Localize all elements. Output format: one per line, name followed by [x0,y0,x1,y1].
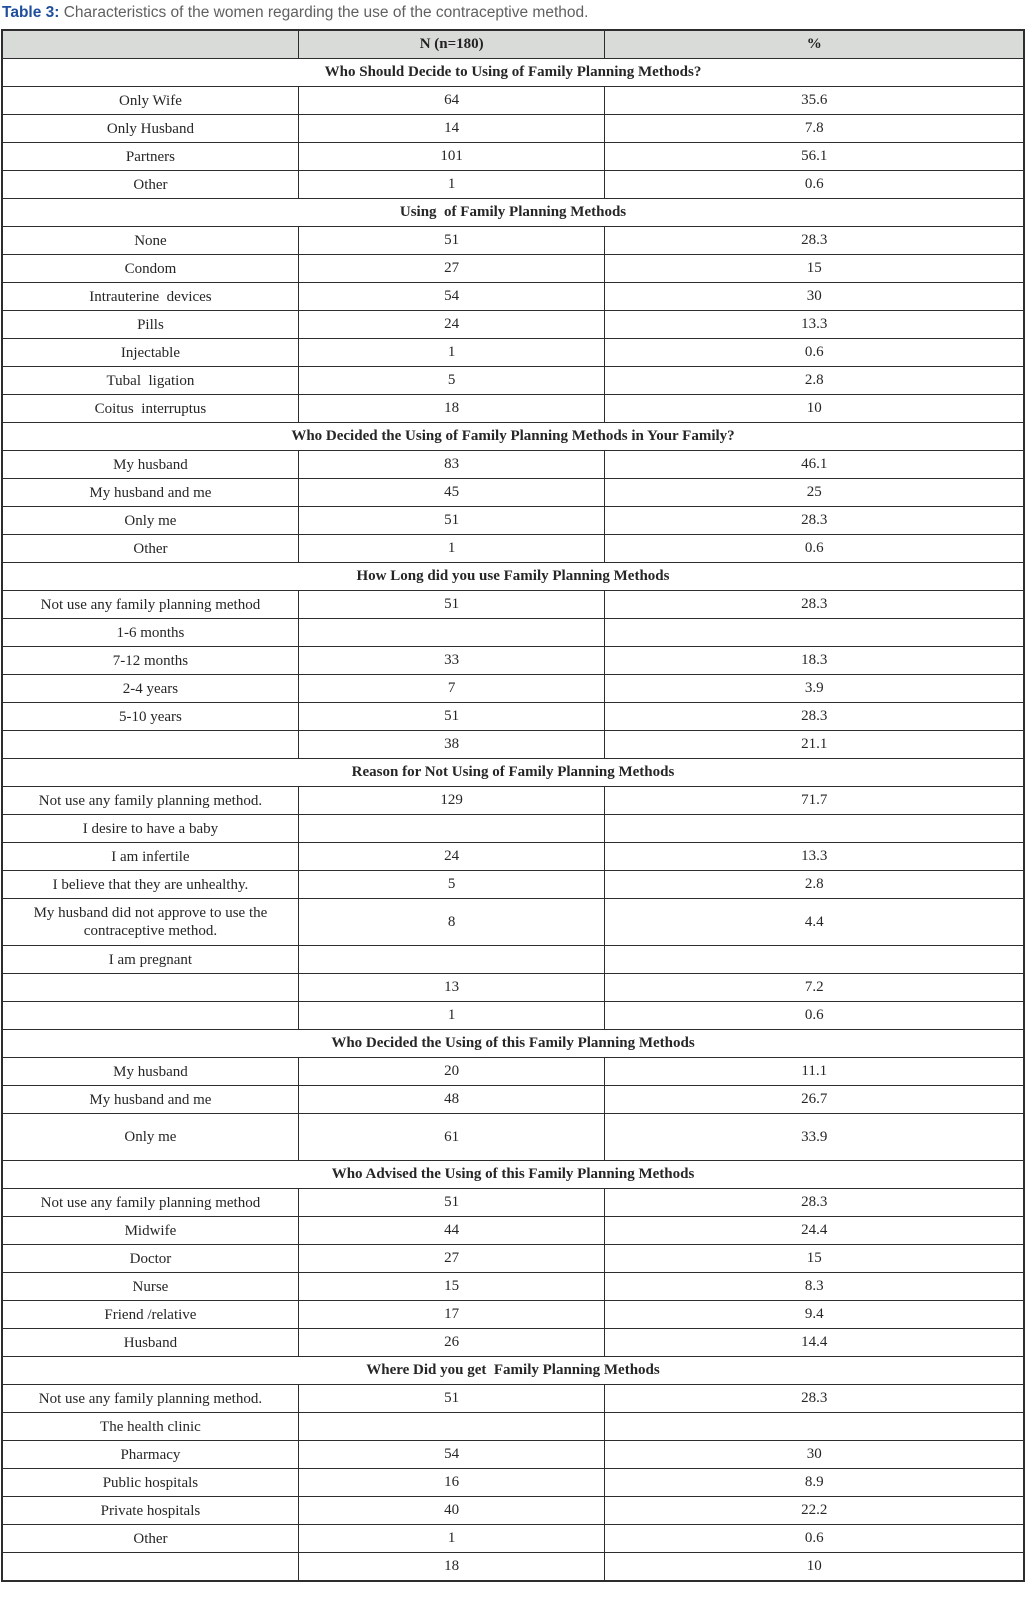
row-percent-cell: 46.1 [605,451,1024,479]
table-row [2,703,1024,731]
header-percent-cell: % [605,30,1024,59]
row-n-cell: 51 [298,227,605,255]
table-row [2,507,1024,535]
row-n-cell: 15 [298,1273,605,1301]
row-n-cell: 33 [298,647,605,675]
row-label-cell [2,731,298,759]
table-row [2,946,1024,974]
row-percent-cell: 4.4 [605,899,1024,946]
row-n-cell: 64 [298,87,605,115]
row-percent-cell: 0.6 [605,535,1024,563]
row-label-cell: Other [2,1525,298,1553]
row-n-cell: 20 [298,1058,605,1086]
section-header: How Long did you use Family Planning Methods [2,563,1024,591]
row-percent-cell: 2.8 [605,367,1024,395]
section-header-row [2,1357,1024,1385]
row-n-cell [298,619,605,647]
section-header-row [2,1030,1024,1058]
row-percent-cell: 18.3 [605,647,1024,675]
row-percent-cell: 10 [605,1553,1024,1581]
section-header-row [2,423,1024,451]
section-header: Where Did you get Family Planning Methods [2,1357,1024,1385]
row-percent-cell: 0.6 [605,1525,1024,1553]
row-percent-cell: 9.4 [605,1301,1024,1329]
section-header: Who Advised the Using of this Family Planning Methods [2,1161,1024,1189]
row-n-cell: 26 [298,1329,605,1357]
row-label-cell: Partners [2,143,298,171]
row-label-cell: My husband did not approve to use the contraceptive method. [2,899,298,946]
row-n-cell: 54 [298,1441,605,1469]
row-label-cell: I believe that they are unhealthy. [2,871,298,899]
table-row [2,1553,1024,1581]
row-n-cell: 48 [298,1086,605,1114]
table-row [2,1469,1024,1497]
row-label-cell: Pharmacy [2,1441,298,1469]
section-header: Reason for Not Using of Family Planning Methods [2,759,1024,787]
row-n-cell: 61 [298,1114,605,1161]
row-n-cell [298,946,605,974]
row-n-cell: 54 [298,283,605,311]
row-percent-cell: 8.3 [605,1273,1024,1301]
table-row [2,871,1024,899]
table-caption-text: Characteristics of the women regarding the use of the contraceptive method. [63,4,589,21]
row-n-cell: 5 [298,367,605,395]
header-n-cell: N (n=180) [298,30,605,59]
row-percent-cell: 26.7 [605,1086,1024,1114]
table-row [2,227,1024,255]
row-percent-cell: 25 [605,479,1024,507]
row-percent-cell: 21.1 [605,731,1024,759]
row-n-cell: 24 [298,311,605,339]
row-label-cell: My husband and me [2,1086,298,1114]
row-n-cell: 51 [298,703,605,731]
row-percent-cell: 28.3 [605,591,1024,619]
row-label-cell: Pills [2,311,298,339]
table-row [2,143,1024,171]
row-label-cell: 2-4 years [2,675,298,703]
table-row [2,1301,1024,1329]
row-label-cell: The health clinic [2,1413,298,1441]
table-row [2,787,1024,815]
table-row [2,1002,1024,1030]
characteristics-table [1,29,1025,1582]
row-label-cell: Nurse [2,1273,298,1301]
row-n-cell: 45 [298,479,605,507]
row-percent-cell: 0.6 [605,339,1024,367]
row-label-cell: Only Husband [2,115,298,143]
row-n-cell: 24 [298,843,605,871]
table-row [2,535,1024,563]
row-label-cell: Not use any family planning method. [2,787,298,815]
row-n-cell: 27 [298,1245,605,1273]
row-percent-cell [605,946,1024,974]
row-label-cell [2,1553,298,1581]
row-n-cell: 7 [298,675,605,703]
row-percent-cell: 0.6 [605,171,1024,199]
row-label-cell: Only me [2,507,298,535]
section-header-row [2,563,1024,591]
row-n-cell: 83 [298,451,605,479]
table-row [2,451,1024,479]
row-label-cell: Tubal ligation [2,367,298,395]
row-percent-cell [605,619,1024,647]
table-row [2,395,1024,423]
section-header-row [2,1161,1024,1189]
table-row [2,899,1024,946]
row-percent-cell: 14.4 [605,1329,1024,1357]
row-percent-cell: 35.6 [605,87,1024,115]
row-percent-cell: 28.3 [605,227,1024,255]
row-percent-cell: 33.9 [605,1114,1024,1161]
row-n-cell: 51 [298,1189,605,1217]
row-percent-cell: 28.3 [605,1385,1024,1413]
row-label-cell: I am pregnant [2,946,298,974]
row-percent-cell: 24.4 [605,1217,1024,1245]
row-n-cell: 17 [298,1301,605,1329]
row-n-cell: 129 [298,787,605,815]
row-n-cell: 51 [298,1385,605,1413]
row-n-cell: 13 [298,974,605,1002]
row-n-cell: 51 [298,507,605,535]
row-label-cell: Friend /relative [2,1301,298,1329]
row-percent-cell: 15 [605,255,1024,283]
row-label-cell: I am infertile [2,843,298,871]
row-percent-cell: 7.8 [605,115,1024,143]
row-n-cell [298,815,605,843]
row-percent-cell: 8.9 [605,1469,1024,1497]
row-label-cell: Other [2,171,298,199]
row-n-cell: 1 [298,1002,605,1030]
row-percent-cell: 13.3 [605,843,1024,871]
row-percent-cell: 7.2 [605,974,1024,1002]
table-row [2,479,1024,507]
row-label-cell: My husband [2,1058,298,1086]
row-n-cell: 16 [298,1469,605,1497]
table-row [2,311,1024,339]
row-percent-cell: 2.8 [605,871,1024,899]
table-row [2,1217,1024,1245]
table-row [2,1441,1024,1469]
row-percent-cell: 15 [605,1245,1024,1273]
table-row [2,1245,1024,1273]
row-label-cell: Condom [2,255,298,283]
row-label-cell: Coitus interruptus [2,395,298,423]
table-row [2,283,1024,311]
row-percent-cell [605,1413,1024,1441]
row-label-cell: Injectable [2,339,298,367]
row-label-cell: Midwife [2,1217,298,1245]
table-row [2,591,1024,619]
table-body [2,59,1024,1581]
table-row [2,1497,1024,1525]
row-label-cell: Only Wife [2,87,298,115]
row-n-cell: 1 [298,171,605,199]
table-row [2,87,1024,115]
row-label-cell: 1-6 months [2,619,298,647]
row-percent-cell: 13.3 [605,311,1024,339]
table-row [2,1086,1024,1114]
table-row [2,1329,1024,1357]
row-label-cell: Only me [2,1114,298,1161]
row-percent-cell: 56.1 [605,143,1024,171]
row-label-cell: Public hospitals [2,1469,298,1497]
row-label-cell: Doctor [2,1245,298,1273]
row-label-cell: Other [2,535,298,563]
table-caption-label: Table 3: [2,4,60,21]
row-n-cell: 101 [298,143,605,171]
row-n-cell: 27 [298,255,605,283]
section-header-row [2,759,1024,787]
row-percent-cell: 30 [605,283,1024,311]
row-n-cell: 51 [298,591,605,619]
row-n-cell: 18 [298,1553,605,1581]
table-row [2,367,1024,395]
table-row [2,1273,1024,1301]
section-header-row [2,199,1024,227]
row-n-cell: 1 [298,1525,605,1553]
section-header: Who Decided the Using of Family Planning Methods in Your Family? [2,423,1024,451]
row-percent-cell: 22.2 [605,1497,1024,1525]
row-percent-cell [605,815,1024,843]
table-row [2,843,1024,871]
row-label-cell [2,974,298,1002]
table-row [2,731,1024,759]
row-n-cell: 5 [298,871,605,899]
row-n-cell: 14 [298,115,605,143]
row-percent-cell: 71.7 [605,787,1024,815]
table-row [2,1114,1024,1161]
row-n-cell: 1 [298,535,605,563]
row-percent-cell: 11.1 [605,1058,1024,1086]
table-row [2,115,1024,143]
row-n-cell: 40 [298,1497,605,1525]
row-percent-cell: 28.3 [605,507,1024,535]
section-header: Who Should Decide to Using of Family Planning Methods? [2,59,1024,87]
row-label-cell: 5-10 years [2,703,298,731]
row-label-cell: 7-12 months [2,647,298,675]
table-header-row [2,30,1024,59]
row-n-cell [298,1413,605,1441]
row-label-cell: Not use any family planning method [2,1189,298,1217]
table-row [2,815,1024,843]
row-percent-cell: 10 [605,395,1024,423]
row-label-cell: Private hospitals [2,1497,298,1525]
row-label-cell: Not use any family planning method [2,591,298,619]
table-row [2,1525,1024,1553]
section-header-row [2,59,1024,87]
table-row [2,1385,1024,1413]
row-label-cell: My husband [2,451,298,479]
row-n-cell: 8 [298,899,605,946]
section-header: Who Decided the Using of this Family Planning Methods [2,1030,1024,1058]
table-row [2,171,1024,199]
table-row [2,1413,1024,1441]
row-n-cell: 18 [298,395,605,423]
row-label-cell: Husband [2,1329,298,1357]
header-empty-cell [2,30,298,59]
table-row [2,339,1024,367]
table-row [2,675,1024,703]
table-row [2,647,1024,675]
row-percent-cell: 28.3 [605,1189,1024,1217]
table-row [2,1058,1024,1086]
row-label-cell: My husband and me [2,479,298,507]
row-label-cell [2,1002,298,1030]
table-row [2,255,1024,283]
row-percent-cell: 0.6 [605,1002,1024,1030]
section-header: Using of Family Planning Methods [2,199,1024,227]
table-row [2,974,1024,1002]
table-caption [0,0,1026,29]
row-percent-cell: 3.9 [605,675,1024,703]
row-n-cell: 1 [298,339,605,367]
row-percent-cell: 28.3 [605,703,1024,731]
table-row [2,1189,1024,1217]
row-label-cell: Not use any family planning method. [2,1385,298,1413]
row-n-cell: 38 [298,731,605,759]
table-row [2,619,1024,647]
row-percent-cell: 30 [605,1441,1024,1469]
row-label-cell: None [2,227,298,255]
row-n-cell: 44 [298,1217,605,1245]
row-label-cell: Intrauterine devices [2,283,298,311]
row-label-cell: I desire to have a baby [2,815,298,843]
